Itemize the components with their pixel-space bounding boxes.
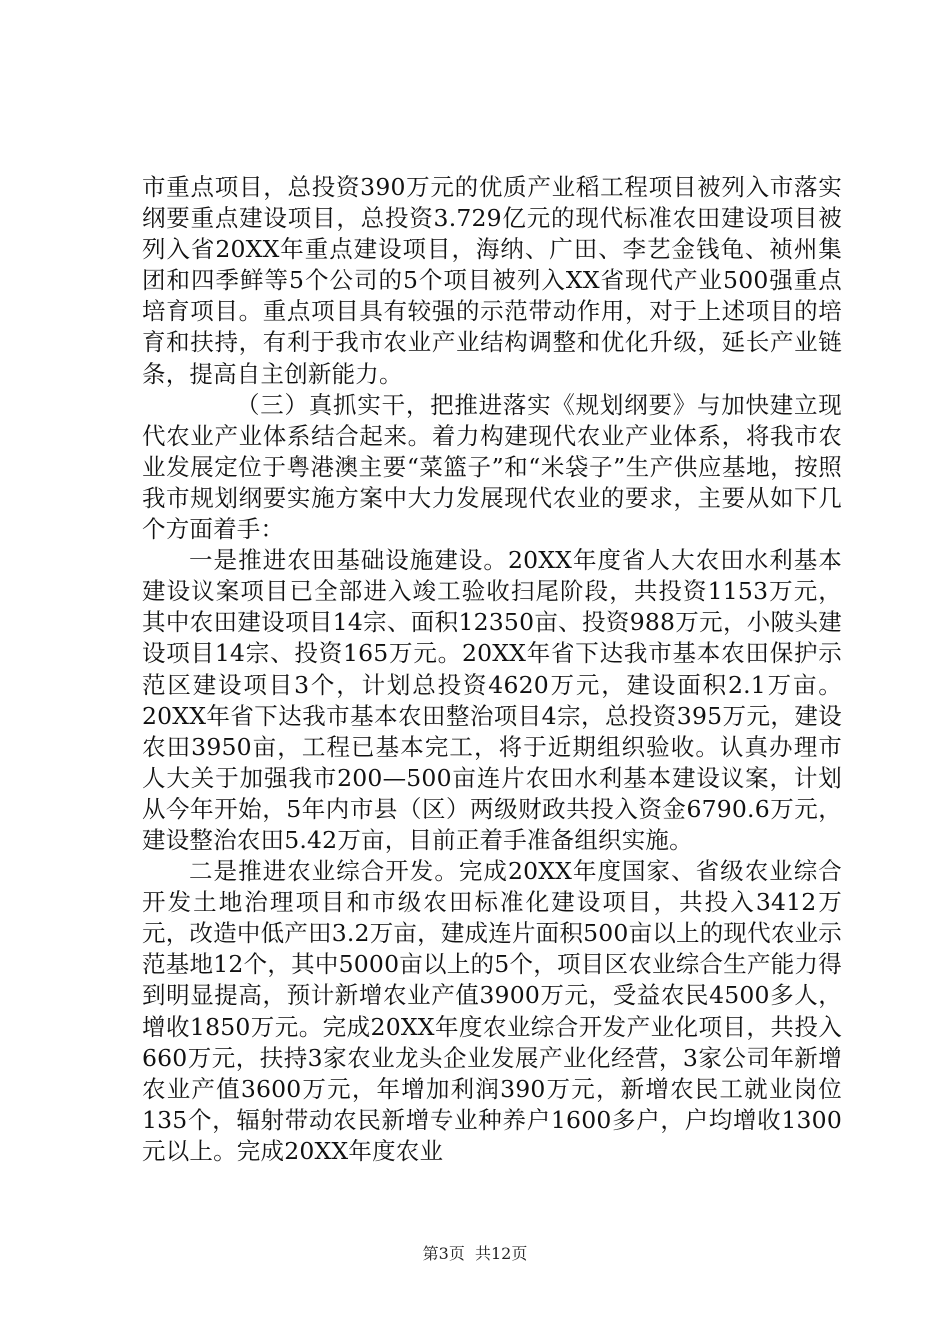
document-body xyxy=(142,172,842,1167)
paragraph-4: 二是推进农业综合开发。完成20XX年度国家、省级农业综合开发土地治理项目和市级农田标准化建设项目，共投入3412万元，改造中低产田3.2万亩，建成连片面积500亩以上的现代农业示范基地12个，其中5000亩以上的5个，项目区农业综合生产能力得到明显提高，预计新增农业产值3900万元，受益农民4500多人，增收1850万元。完成20XX年度农业综合开发产业化项目，共投入660万元，扶持3家农业龙头企业发展产业化经营，3家公司年新增农业产值3600万元，年增加利润390万元，新增农民工就业岗位135个，辐射带动农民新增专业种养户1600多户，户均增收1300元以上。完成20XX年度农业 xyxy=(142,857,842,1165)
paragraph-1: 市重点项目，总投资390万元的优质产业稻工程项目被列入市落实纲要重点建设项目，总投资3.729亿元的现代标准农田建设项目被列入省20XX年重点建设项目，海纳、广田、李艺金钱龟、祯州集团和四季鲜等5个公司的5个项目被列入XX省现代产业500强重点培育项目。重点项目具有较强的示范带动作用，对于上述项目的培育和扶持，有利于我市农业产业结构调整和优化升级，延长产业链条，提高自主创新能力。 xyxy=(142,173,842,388)
paragraph-2: （三）真抓实干，把推进落实《规划纲要》与加快建立现代农业产业体系结合起来。着力构建现代农业产业体系，将我市农业发展定位于粤港澳主要“菜篮子”和“米袋子”生产供应基地，按照我市规划纲要实施方案中大力发展现代农业的要求，主要从如下几个方面着手： xyxy=(142,390,842,544)
page-footer xyxy=(0,1244,950,1264)
paragraph-3: 一是推进农田基础设施建设。20XX年度省人大农田水利基本建设议案项目已全部进入竣工验收扫尾阶段，共投资1153万元，其中农田建设项目14宗、面积12350亩、投资988万元，小陂头建设项目14宗、投资165万元。20XX年省下达我市基本农田保护示范区建设项目3个，计划总投资4620万元，建设面积2.1万亩。20XX年省下达我市基本农田整治项目4宗，总投资395万元，建设农田3950亩，工程已基本完工，将于近期组织验收。认真办理市人大关于加强我市200—500亩连片农田水利基本建设议案，计划从今年开始，5年内市县（区）两级财政共投入资金6790.6万元，建设整治农田5.42万亩，目前正着手准备组织实施。 xyxy=(142,546,842,854)
page-number-label: 第3页 共12页 xyxy=(422,1244,528,1263)
